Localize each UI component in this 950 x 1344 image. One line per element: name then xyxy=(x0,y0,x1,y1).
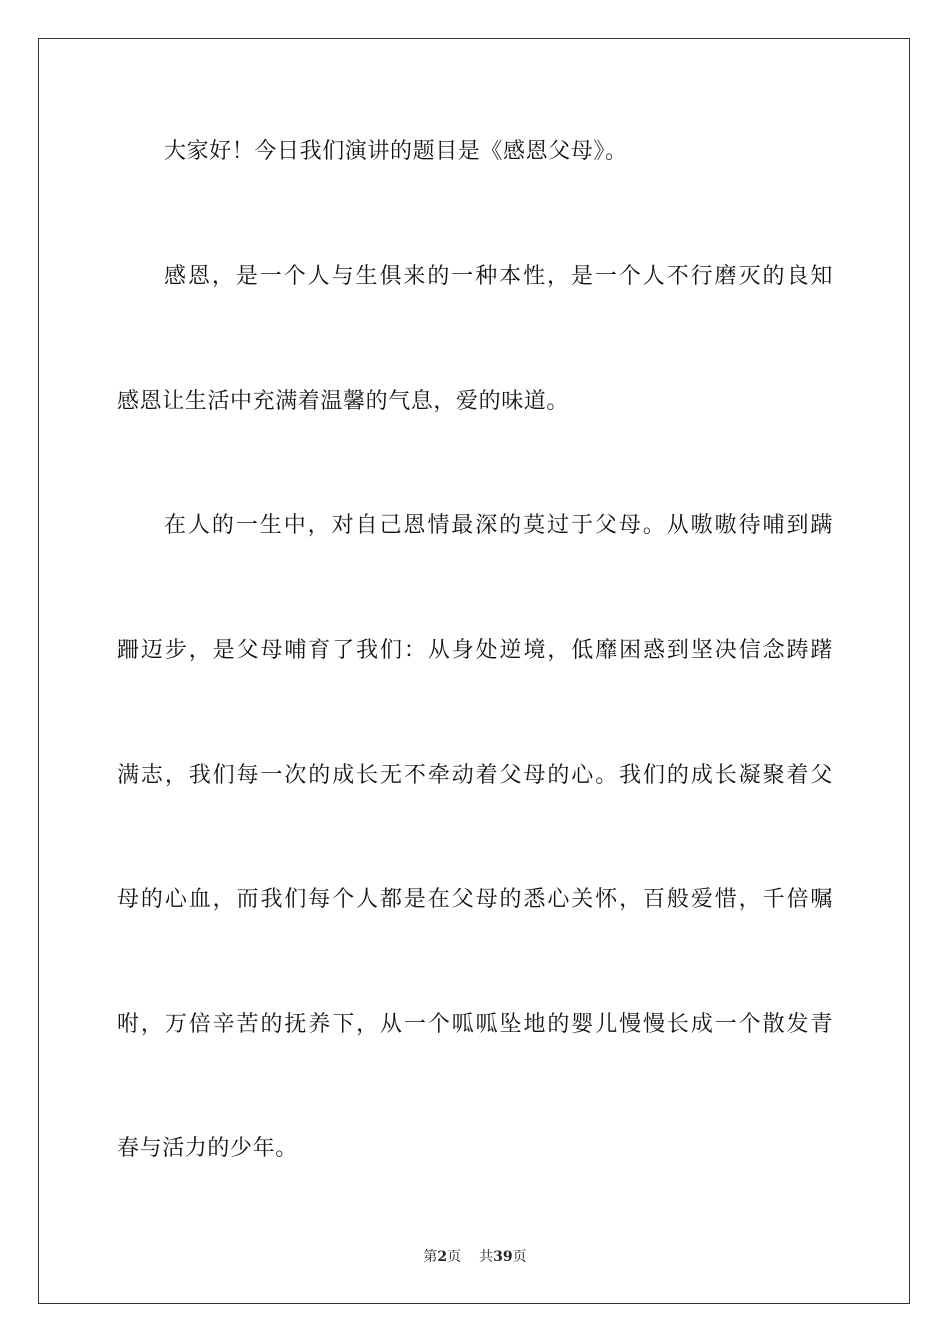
total-pages: 39 xyxy=(493,1249,513,1265)
page-suffix: 页 xyxy=(447,1249,462,1265)
paragraph-line: 感恩，是一个人与生俱来的一种本性，是一个人不行磨灭的良知 xyxy=(164,264,833,289)
paragraph-line: 在人的一生中，对自己恩情最深的莫过于父母。从嗷嗷待哺到蹒 xyxy=(164,513,833,538)
paragraph-line-greeting: 大家好！今日我们演讲的题目是《感恩父母》。 xyxy=(164,139,628,164)
page-number: 2 xyxy=(437,1249,448,1265)
total-prefix: 共 xyxy=(479,1249,494,1265)
paragraph-line: 春与活力的少年。 xyxy=(117,1136,298,1161)
paragraph-line: 满志，我们每一次的成长无不牵动着父母的心。我们的成长凝聚着父 xyxy=(117,763,833,788)
page-border xyxy=(38,38,910,1304)
paragraph-line: 跚迈步，是父母哺育了我们：从身处逆境，低靡困惑到坚决信念踌躇 xyxy=(117,638,833,663)
total-suffix: 页 xyxy=(512,1249,527,1265)
page-footer xyxy=(0,1248,950,1266)
page-prefix: 第 xyxy=(423,1249,438,1265)
paragraph-line: 咐，万倍辛苦的抚养下，从一个呱呱坠地的婴儿慢慢长成一个散发青 xyxy=(117,1012,833,1037)
paragraph-line: 感恩让生活中充满着温馨的气息，爱的味道。 xyxy=(117,389,570,414)
paragraph-line: 母的心血，而我们每个人都是在父母的悉心关怀，百般爱惜，千倍嘱 xyxy=(117,887,833,912)
